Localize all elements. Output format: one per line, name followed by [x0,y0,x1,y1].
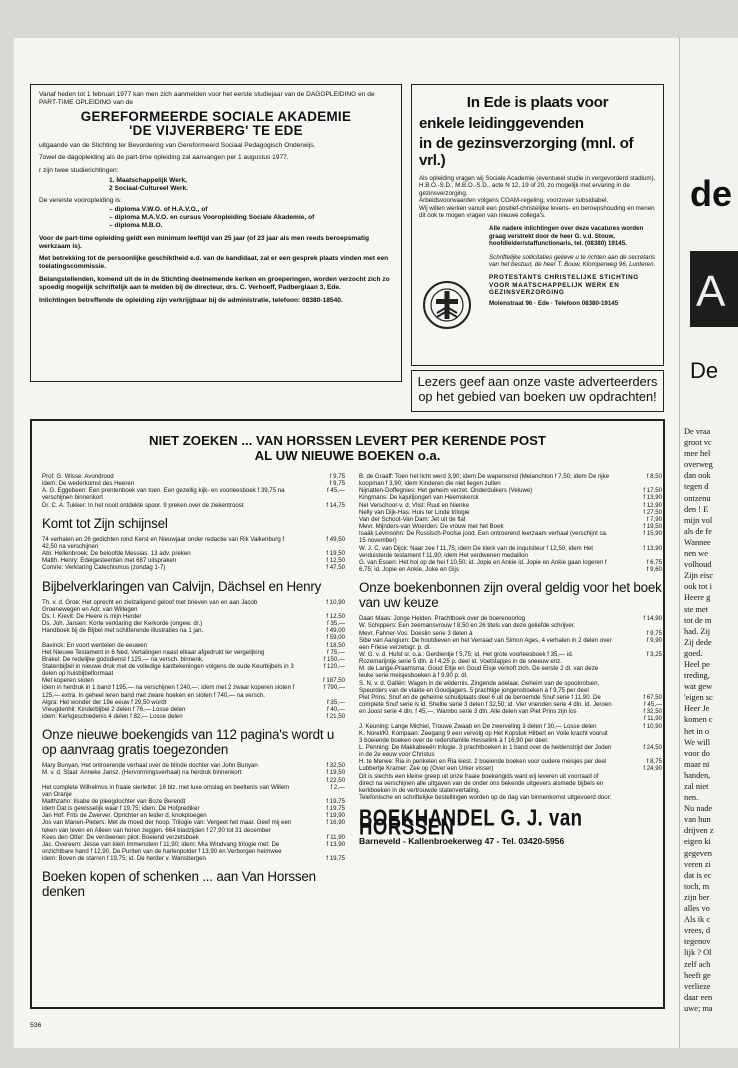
book-entry-price: f 120,— [323,662,345,670]
book-entry [42,642,345,649]
book-entry-text: K. Norel/Kl. Kompaan: Zeegang 9 een vervolg op Het Kopstuk Hilbert en Volle kracht vooruit 3 boeiende boeken over de redersfamilie Hesselink à f 16,90 per deel. [359,729,608,744]
book-entry-price: f 19,75 [326,798,345,805]
book-entry-price: f 49,50 [326,535,345,543]
book-entry-text: idem in herdruk in 1 band f 195,— na verschijnen f 240,—; idem met 2 zwaar koperen sloten f 125,— extra. In geheel leren band met zware hoeken en sloten f 740,— na versch. [42,684,295,699]
right-page-line: zelf ach [684,959,711,969]
book-entry-text: L. Penning: De Makkabeeën trilogie. 3 prachtboeken in 1 band over de heldenstrijd der Joden in de 2e eeuw voor Christus [359,744,612,759]
section-heading: Bijbelverklaringen van Calvijn, Dächsel en Henry [42,578,322,594]
book-entry [42,784,345,798]
pcsmw-logo-icon [423,281,471,329]
right-page-line: voor do [684,748,710,758]
book-entry-text: Comrie: Verklaring Catechismus (zondag 1-7) [42,564,166,572]
book-entry [42,855,345,862]
ede-headline-2: enkele leidinggevenden [419,114,584,132]
book-entry-price: f 3,25 [646,650,662,658]
book-entry [359,680,662,694]
book-entry-text: J. Keuning: Lange Michiel, Trouwe Zwaab en De zwerveling 3 delen f 30,— Losse delen [359,722,597,730]
right-page-line: lijk ? Ol [684,948,712,958]
book-entry-price: f 15,90 [643,530,662,538]
adverteerders-line: Lezers geef aan onze vaste adverteerders [417,374,658,389]
book-entry [42,502,345,509]
akademie-title-line-2: 'DE VIJVERBERG' TE EDE [129,123,303,139]
book-entry [359,530,662,544]
book-entry [359,665,662,679]
book-entry [42,627,345,641]
book-entry [359,637,662,651]
book-entry-text: Matth. Henry: Edelgesteenten met 687 uitspraken [42,557,177,565]
right-page [679,38,738,1048]
book-entry-text: Nel Verschoor-v. d. Vlist: Ruut en Nienke [359,501,469,509]
ede-body-p2: Arbeidsvoorwaarden volgens COAM-regeling, voorzover subsidiabel. [419,197,609,205]
book-entry [42,550,345,557]
right-page-line: alles vo [684,904,710,914]
section-heading: Boeken kopen of schenken ... aan Van Horssen denken [42,869,316,900]
book-listing-columns [42,473,662,1007]
book-entry-text: Kees den Otter: De verdwenen pilot. Boeiend verzetsboek [42,833,199,841]
right-page-line: nen we [684,549,708,559]
book-entry-price: f 27,50 [643,508,662,516]
book-entry-price: f 67,50 f 45,— f 32,50 f 11,90 [643,693,662,723]
book-entry-text: Nijnatten-Doffegnies: Het geheim verzet. Onderduikers (Veluwe) [359,487,533,495]
right-page-line: vrees, d [684,926,711,936]
ede-vacancy-advert [411,84,664,366]
book-entry [359,622,662,629]
right-page-line: volhoud [684,560,712,570]
book-entry-text: G. van Essen: Het hol op de hei f 10,50; id. Jopie en Ankie id. Jopie en Ankie gaan logeren f 6,75; id. Jopie en Ankie, Joke en Gijs [359,558,607,574]
book-entry-text: idem: Kerkgeschiedenis 4 delen f 82,— Losse delen [42,713,183,721]
book-entry-price [618,730,662,744]
book-entry [359,758,662,765]
book-entry-price: f 45,— [327,487,345,495]
book-entry-text: Ds. I. Kievit: De Heere is mijn Herder [42,612,142,620]
book-entry [42,699,345,706]
book-entry-text: S. N. v. d. Gallën: Wagen in de wildernis. Zingende adelaar, Geheim van de spookrotsen, Speurders van de vlakte en Goudjagers. 5 prachtige jongensboeken à f 9,75 per deel [359,679,600,694]
ede-body-p1: Als opleiding vragen wij Sociale Academie (eventueel studie in vergevorderd stadium), H.B.O.-S.D., M.B.O.-S.D., acte N 12, 19 of 20, zo mogelijk met ervaring in de gezinsverzorging. [419,175,656,197]
right-page-line: veren zi [684,859,711,869]
book-entry-price: f 17,50 [643,487,662,495]
akademie-inlichtingen: Inlichtingen betreffende de opleiding zijn verkrijgbaar bij de administratie, telefoon: 08380-18540. [39,296,343,304]
book-entry-price: f 35,— [327,620,345,628]
right-page-line: tegenov [684,937,711,947]
book-entry [42,706,345,713]
book-entry-text: M. v. d. Staal: Anneke Jansz. (Hervormingsverhaal) na herdruk binnenkort [42,769,242,777]
right-page-line: gegeven [684,848,712,858]
book-entry-text: Piet Prins: Snuf en de geheime schuilplaats deel 6 uit de beroemde Snuf serie f 11,90. De complete Snuf serie is id. Sheltie serie 3 delen f 32,50; id. Vier vrienden serie 4 dln. id. Jeroen en Joost serie 4 dln. f 45,—; Wambo serie 3 dln. Alle delen van Piet Prins zijn los [359,693,612,716]
book-entry [42,656,345,663]
right-page-line: 'eigen sc [684,693,713,703]
book-entry [42,649,345,656]
book-entry-price: f 13,90 [326,840,345,848]
book-entry-text: W. Schippers: Een zeemansvrouw f 8,50 en 26 titels van deze geliefde schrijver. [359,622,576,630]
book-entry-price: f 13,90 [643,544,662,552]
book-entry [359,545,662,559]
book-entry [42,613,345,620]
right-page-line: handen, [684,770,711,780]
ede-sollicitaties: Schriftelijke sollicitaties gelieve u te richten aan de secretaris van het bestuur, de heer T. Bouw, Klomperweg 96, Lunteren. [489,253,656,269]
right-page-line: overweg [684,460,713,470]
book-entry-text: Mevr. Mijnders-van Woerden: De vrouw met het Boek [359,523,504,531]
book-entry-text: W. J. C. van Dijck: Naar zee f 11,75; idem De klerk van de inquisiteur f 12,50; idem Het verduisterde testament f 11,90; idem Het verdwenen medaillon [359,544,593,559]
book-entry-price: f 7,90 [646,515,662,523]
right-page-block-letter: A [696,267,726,316]
right-page-line: uwe; ma [684,1003,713,1013]
right-page-line: drijven z [684,826,714,836]
akademie-richtingen-intro: r zijn twee studierichtingen: [39,167,119,175]
book-entry-price: f 9,90 [646,636,662,644]
boekhandel-name: BOEKHANDEL G. J. van HORSSEN [359,804,583,840]
right-page-line: tot de m [684,615,712,625]
book-entry-text: W. G. v. d. Hulst sr. o.a.: Gerdientje f 5,75; id. Het grote voorleesboek f 35,— id. Rozemarijntje serie 5 dln. à f 4,25 p. deel id. Voetstapjes in de sneeuw enz. [359,650,574,666]
book-entry-text: Kingmans: De kajuitjongen van Heemskerck [359,494,479,502]
right-page-line: mijn vol [684,515,713,525]
book-entry-price: f 19,75 [326,805,345,813]
book-entry-price [618,680,662,694]
book-entry-price: f 6,75 f 9,60 [646,558,662,574]
book-listing-right-entries [359,473,662,801]
book-entry [42,819,345,833]
book-entry [42,834,345,841]
book-entry-text: Van der Schoot-Van Dam: Jet uit de flat [359,515,466,523]
right-page-line: daar een [684,992,713,1002]
van-horssen-advert [30,419,665,1009]
book-entry-price: f 16,90 [326,819,345,827]
book-entry-price: f 19,90 [326,812,345,820]
book-entry-price [618,665,662,679]
book-entry-price: f 150,— [323,655,345,663]
ede-body-p3: Wij willen werken vanuit een positief-christelijke levens- en beroepshouding en menen dit ook te mogen vragen van nieuwe collega's. [419,204,655,220]
right-page-line: ook tot i [684,582,712,592]
book-entry [359,630,662,637]
book-entry [359,794,662,801]
book-entry-text: Abr. Hellenbroek: De beloofde Messias. 13 adv. preken [42,550,191,558]
book-entry [42,677,345,684]
vereist-item: – diploma M.A.V.O. en cursus Vooropleiding Sociale Akademie, of [109,214,315,222]
book-entry [359,744,662,758]
book-entry-text: H. te Merwe: Ria in perikelen en Ria kiest. 2 boeiende boeken voor oudere meisjes per deel [359,758,607,766]
right-page-headline: de [690,173,733,214]
akademie-geschiktheid: Met betrekking tot de persoonlijke geschiktheid e.d. van de kandidaat, zal er een gesprek plaats vinden met een toelatingscommissie. [39,255,389,271]
vereist-item: – diploma V.W.O. of H.A.V.O., of [109,206,208,214]
right-page-line: den ! E [684,504,709,514]
book-entry-text: Nelly van Dijk-Has: Huis ter Linde trilogie [359,508,470,516]
book-entry-text: Ds. Joh. Jansen: Korte verklaring der Kerkorde (ongew. dr.) [42,620,203,628]
book-entry-text: Telefonische en schriftelijke bestellingen worden op de dag van binnenkomst uitgevoerd door: [359,794,612,802]
adverteerders-text [412,371,663,404]
book-entry-price: f 790,— [323,684,345,692]
book-entry-text: Malthzahn: Ilsabe de pleegdochter van Boze Berendt [42,798,186,805]
page-number: 536 [30,1022,42,1029]
right-page-subheading: De [690,358,719,383]
right-page-line: ontzenu [684,493,711,503]
book-listing-right-column [359,473,662,845]
right-page-line: Heel pe [684,659,710,669]
book-entry [42,762,345,769]
book-entry [359,494,662,501]
van-horssen-headline [38,433,657,463]
book-entry-text: idem: Boven de starren f 19,75; id. De herder v. Wansbergen [42,855,206,863]
stichting-line: PROTESTANTS CHRISTELIJKE STICHTING [489,274,639,282]
book-entry [42,684,345,698]
book-entry-price: f 49,00 f 59,00 [326,627,345,642]
book-entry [42,536,345,550]
right-page-line: goed. [684,648,703,658]
book-entry [359,723,662,730]
book-entry-price: f 19,50 f 22,50 [326,769,345,784]
book-entry-price: f 32,50 [326,762,345,770]
book-entry [42,663,345,677]
book-entry [359,730,662,744]
right-page-line: Nu nade [684,804,713,814]
ede-body [419,175,656,219]
book-entry-text: Het complete Wilhelmus in fraaie sierletter. 16 blz. met luxe omslag en beeltenis van Willem van Oranje [42,783,290,798]
book-entry-price: f 12,50 [326,612,345,620]
right-page-line: Zij dede [684,637,712,647]
right-page-line: wat gew [684,682,713,692]
right-page-line: had. Zij [684,626,711,636]
book-entry-price: f 75,— [327,648,345,656]
vereist-item: – diploma M.B.O. [109,221,163,229]
right-page-line: dat is ec [684,870,712,880]
book-entry-price: f 8,50 [646,473,662,480]
akademie-intro: Vanaf heden tot 1 februari 1977 kan men zich aanmelden voor het eerste studiejaar van de DAGOPLEIDING en de PART-TIME OPLEIDING van de [39,91,375,106]
richting-item: 1. Maatschappelijk Werk, [109,176,187,184]
book-entry-text: Algra: Het wonder der 19e eeuw f 29,50 wordt [42,698,167,706]
book-entry-price: f 12,90 [643,501,662,509]
right-page-line: We will [684,737,711,747]
book-entry-price: f 9,75 [329,473,345,480]
book-entry [359,473,662,487]
book-entry [359,502,662,509]
book-entry-price: f 35,— [327,698,345,706]
book-entry-text: Dit is slechts een kleine greep uit onze fraaie boekengids want wij leveren uit voorraad of direct na verschijnen alle uitgaven van de onder ons bekende uitgevers alsmede bijbels en kerkboeken in de vertrouwde statenvertaling. [359,772,604,794]
right-page-line: De vraa [684,427,711,436]
van-horssen-headline-1: NIET ZOEKEN ... VAN HORSSEN LEVERT PER KERENDE POST [149,433,546,448]
right-page-line: tegen d [684,482,709,492]
ede-nadere: Alle nadere inlichtingen over deze vacatures worden graag verstrekt door de heer G. v.d. Stouw, hoofdleider/staffunctionaris, tel. (08380) 19145. [489,225,644,248]
right-page-column-text [684,426,738,1014]
right-page-line: treding, [684,671,710,681]
right-page-line: Heer Je [684,704,710,714]
book-entry-price: f 9,75 [329,480,345,488]
book-entry-text: Dr. C. A. Tukker: In het nooit ontdekte spoor. 9 preken over de ziekentroost [42,501,244,509]
book-entry-price: f 18,50 [326,641,345,649]
right-page-line: Zijn eisc [684,571,714,581]
book-entry [42,487,345,501]
right-page-line: van hun [684,815,711,825]
book-entry [359,615,662,622]
book-entry-price: f 40,— [327,705,345,713]
book-entry-text: Daan Maas: Jonge Helden. Prachtboek over de boerenoorlog [359,615,525,623]
right-page-black-block [690,251,738,327]
ede-headline-3: in de gezinsverzorging (mnl. of vrl.) [419,135,634,169]
book-entry-price: f 19,75 [326,855,345,863]
book-entry [42,713,345,720]
right-page-line: Wannee [684,537,711,547]
book-entry-price: f 24,50 [643,744,662,751]
book-entry-price: f 13,90 [643,494,662,502]
book-entry [359,559,662,573]
section-heading: Onze nieuwe boekengids van 112 pagina's wordt u op aanvraag gratis toegezonden [42,727,335,758]
right-page-line: heeft ge [684,970,711,980]
right-page-line: dan ook [684,471,711,481]
right-page-line: eigen ki [684,837,711,847]
book-entry-price: f 12,50 [326,557,345,565]
book-entry-text: Handboek bij de Bijbel met schitterende illustraties na 1 jan. [42,627,204,635]
book-entry-text: Th. v. d. Groe: Het oprecht en zielzaligend geloof met brieven van en aan Jacob Groenewegen en Adr. van Willegen [42,598,258,613]
adverteerders-line: op het gebied van boeken uw opdrachten! [418,388,657,404]
book-entry-text: Lubbertje Kramer: Zee op (Over een Urker visser) [359,765,494,773]
book-entry-text: Brakel: De redelijke godsdienst f 125,— na versch. binnenk. [42,655,204,663]
section-heading: Onze boekenbonnen zijn overal geldig voor het boek van uw keuze [359,580,662,611]
right-page-line: zal niet [684,782,709,791]
book-entry [359,516,662,523]
ede-stichting-name [489,274,656,295]
book-entry-text: Isaäk Levinsohn: De Russisch-Poolse jood. Een ontroerend leerzaam verhaal (verschijnt ca. 15 november) [359,530,608,545]
book-listing-left-column [42,473,345,904]
book-entry [42,769,345,783]
book-entry-text: Statenbijbel in nieuwe druk met de volledige kanttekeningen volgens de oude Keurbijbels in 3 delen op huisbijbelformaat [42,662,294,678]
akademie-start: 7owel de dagopleiding als de part-time opleiding zal aanvangen per 1 augustus 1977. [39,154,289,162]
book-entry [359,487,662,494]
book-entry-text: A. G. Eggebeen: Een prentenboek van toen. Een gezellig kijk- en voorleesboek f 39,75 na verschijnen binnenkort [42,487,285,502]
book-entry-price: f 2,— [330,783,345,791]
book-entry-price: f 14,75 [326,501,345,509]
book-entry-text: Met koperen sloten [42,677,94,685]
book-entry [359,509,662,516]
book-entry-price [618,794,662,801]
ede-adres: Molenstraat 96 · Ede · Telefoon 08380-19145 [489,299,619,307]
right-page-line: komen c [684,715,713,725]
book-entry-price: f 8,75 [646,758,662,766]
book-entry-text: Jan Hof: Frits de Zwerver. Oprichter en leider d. knokploegen [42,812,207,820]
book-entry-text: Jos van Manen-Pieters: Met de moed der hoop. Trilogie van: Vergeet het maar. Geef mij een teken van leven en Alleen van horen zeggen. 664 bladzijden f 27,90 tot 31 december [42,819,292,834]
book-entry [42,557,345,564]
boekhandel-address: Barneveld - Kallenbroekerweg 47 - Tel. 03420-5956 [359,835,565,846]
right-page-line: toch, m [684,881,710,891]
book-entry-text: Mary Bunyan, Het ontroerende verhaal over de blinde dochter van John Bunyan [42,762,258,770]
van-horssen-headline-2: AL UW NIEUWE BOEKEN o.a. [254,448,441,463]
stichting-line: VOOR MAATSCHAPPELIJK WERK EN [489,281,620,289]
right-page-line: het in o [684,726,710,736]
adverteerders-notice [411,370,664,412]
richting-item: 2 Sociaal-Cultureel Werk. [109,184,189,192]
book-entry-text: Mevr. Fahner-Vos: Doeslin serie 3 delen à [359,629,473,637]
book-entry-text: Jac. Overeem: Jesse van klein Immenstein f 11,90; idem: Mia Windvang trilogie met: De onzichtbare hand f 12,90, De Puriten van de harlenpolder f 13,90 en Verborgen heimwee [42,840,282,856]
akademie-advert [30,84,402,382]
book-entry-price: f 187,50 [322,677,345,685]
right-page-line: verlieze [684,981,711,991]
right-page-line: groot vc [684,438,712,448]
book-entry [359,773,662,794]
book-entry-text: Sibe van Aangium: De houtdieven en het Verraad van Simon Ages, 4 verhalen in 2 delen over een Friese verzetsgr. p. dl. [359,636,612,651]
akademie-vereist-intro: De vereiste vooropleiding is: [39,196,122,204]
book-entry [359,651,662,665]
right-page-line: maar ni [684,759,710,769]
section-heading: Komt tot Zijn schijnsel [42,515,168,531]
book-entry-text: idem Dat is gewisselijk waar f 19,75; idem. De Hofprediker [42,805,200,813]
book-entry-text: Vreugdenhil: Kinderbijbel 2 delen f 76,— Losse delen [42,705,186,713]
book-entry-text: M. de Lange-Praamsma: Goud Eltje en Goud Elsje verkoft zich. De eerste 2 dl. van deze leuke serie meisjesboeken à f 9,90 p. dl. [359,665,599,680]
book-entry [359,694,662,723]
book-entry [42,473,345,480]
right-page-line: ste met [684,604,708,614]
akademie-title-line-1: GEREFORMEERDE SOCIALE AKADEMIE [80,108,352,124]
book-entry [42,812,345,819]
book-entry-price: f 11,90 [326,833,345,841]
akademie-vereist-list [109,206,393,229]
book-entry [42,805,345,812]
book-entry-text: B. de Graaff: Toen het licht werd 3,90; idem De wapensmid (Melanchton f 7,50; idem De rijke koopman f 3,90; idem Kinderen die niet liegen zullen [359,473,610,488]
right-page-line: Heere g [684,593,711,603]
akademie-subtitle: uitgaande van de Stichting ter Bevordering van Gereformeerd Sociaal Pedagogisch Onderwijs. [39,141,316,149]
book-entry-price: f 9,75 [646,629,662,637]
ede-headline-1: In Ede is plaats voor [466,94,609,111]
book-entry-price: f 24,90 [643,765,662,773]
book-entry-text: Bavinck: En voort wentelen de eeuwen [42,641,148,649]
akademie-richtingen [109,177,393,193]
book-entry-price: f 10,90 [326,598,345,606]
book-entry [359,765,662,772]
book-entry [42,599,345,613]
book-entry-price: f 47,50 [326,564,345,572]
right-page-line: als de fe [684,526,712,536]
right-page-line: Als ik c [684,915,711,925]
akademie-belangstellenden: Belangstellenden, komend uit de in de Stichting deelnemende kerken en groeperingen, worden verzocht zich zo spoedig mogelijk schriftelijk aan te melden bij de directeur, drs. C. Verhoeff, Padberglaan 3, Ede. [39,275,390,291]
book-entry [42,480,345,487]
book-entry-price: f 19,50 [643,523,662,531]
book-entry [42,620,345,627]
book-entry [359,523,662,530]
stichting-line: GEZINSVERZORGING [489,288,565,296]
right-page-line: zijn ber [684,892,710,902]
book-entry-price [618,773,662,794]
book-entry-price: f 14,90 [643,615,662,623]
book-entry-price: f 19,50 [326,550,345,558]
book-entry [42,841,345,855]
book-entry-text: idem: De wederkomst des Heeren [42,480,135,488]
book-entry-price: f 10,90 [643,722,662,730]
akademie-parttime: Voor de part-time opleiding geldt een minimum leeftijd van 25 jaar (of 23 jaar als men reeds beroepsmatig werkzaam is). [39,234,370,250]
book-entry [42,564,345,571]
book-entry-text: 74 verhalen en 26 gedichten rond Kerst en Nieuwjaar onder redactie van Rik Valkenburg f 42,50 na verschijnen [42,535,285,550]
book-entry-price [618,622,662,629]
right-page-line: mee hel [684,449,711,459]
book-entry-text: Prof. G. Wisse: Avondrood [42,473,114,480]
right-page-line: nen. [684,793,699,803]
book-entry [42,798,345,805]
akademie-title [39,110,393,139]
book-entry-price: f 21,50 [326,713,345,721]
book-entry-text: Het Nieuwe Testament in 6 Ned. Vertalingen naast elkaar afgedrukt ter vergelijking [42,648,265,656]
